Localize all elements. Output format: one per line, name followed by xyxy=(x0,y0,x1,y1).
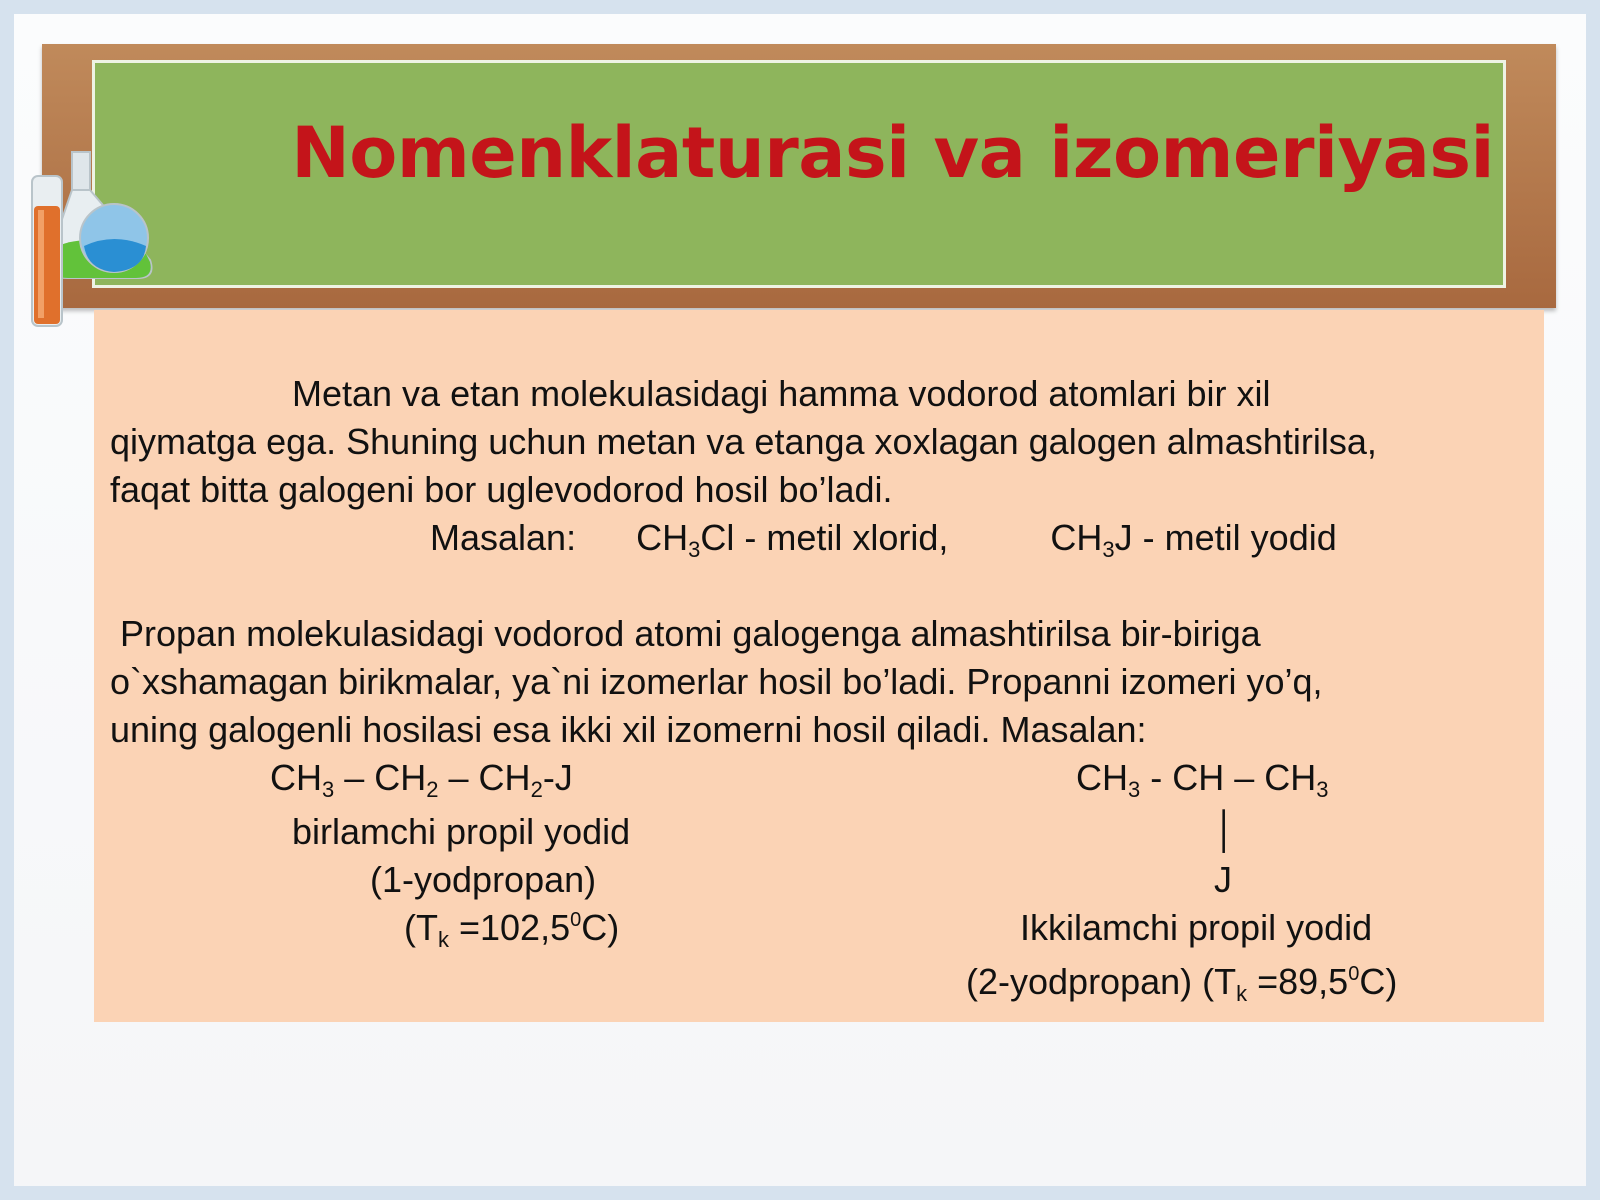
formula-methyl-iodide: $CH_3J$ - metil yodid xyxy=(1050,517,1337,562)
formula-methyl-chloride: $CH_3Cl$ - metil xlorid, xyxy=(636,517,949,562)
isomer1-boiling-point: $(T_k =102,5^0C)$ xyxy=(404,907,620,952)
paragraph1-line1: Metan va etan molekulasidagi hamma vodorod atomlari bir xil xyxy=(292,373,1271,414)
paragraph2-line3: uning galogenli hosilasi esa ikki xil izomerni hosil qiladi. Masalan: xyxy=(110,709,1147,750)
paragraph2-line1: Propan molekulasidagi vodorod atomi galogenga almashtirilsa bir-biriga xyxy=(120,613,1261,654)
isomer2-substituent: J xyxy=(1214,859,1232,900)
paragraph1-line2: qiymatga ega. Shuning uchun metan va etanga xoxlagan galogen almashtirilsa, xyxy=(110,421,1377,462)
chemistry-flask-icon xyxy=(28,150,158,330)
example-label: Masalan: xyxy=(430,517,577,558)
isomer2-name: Ikkilamchi propil yodid xyxy=(1020,907,1373,948)
paragraph2-line2: o`xshamagan birikmalar, ya`ni izomerlar hosil bo’ladi. Propanni izomeri yo’q, xyxy=(110,661,1323,702)
isomer1-iupac-name: (1-yodpropan) xyxy=(370,859,597,900)
example-line xyxy=(430,517,1337,562)
isomer1-formula: $CH_3 - CH_2 - CH_2-J$ xyxy=(270,757,573,802)
slide-title: Nomenklaturasi va izomeriyasi xyxy=(291,112,1494,194)
isomer2-bond: │ xyxy=(1214,809,1237,850)
paragraph1-line3: faqat bitta galogeni bor uglevodorod hosil bo’ladi. xyxy=(110,469,893,510)
isomer2-formula: $CH_3$ - CH – $CH_3$ xyxy=(1076,757,1329,802)
isomer2-iupac-and-boiling-point: (2-yodpropan) $(T_k =89,5^0C)$ xyxy=(966,961,1398,1006)
isomer1-name: birlamchi propil yodid xyxy=(292,811,631,852)
